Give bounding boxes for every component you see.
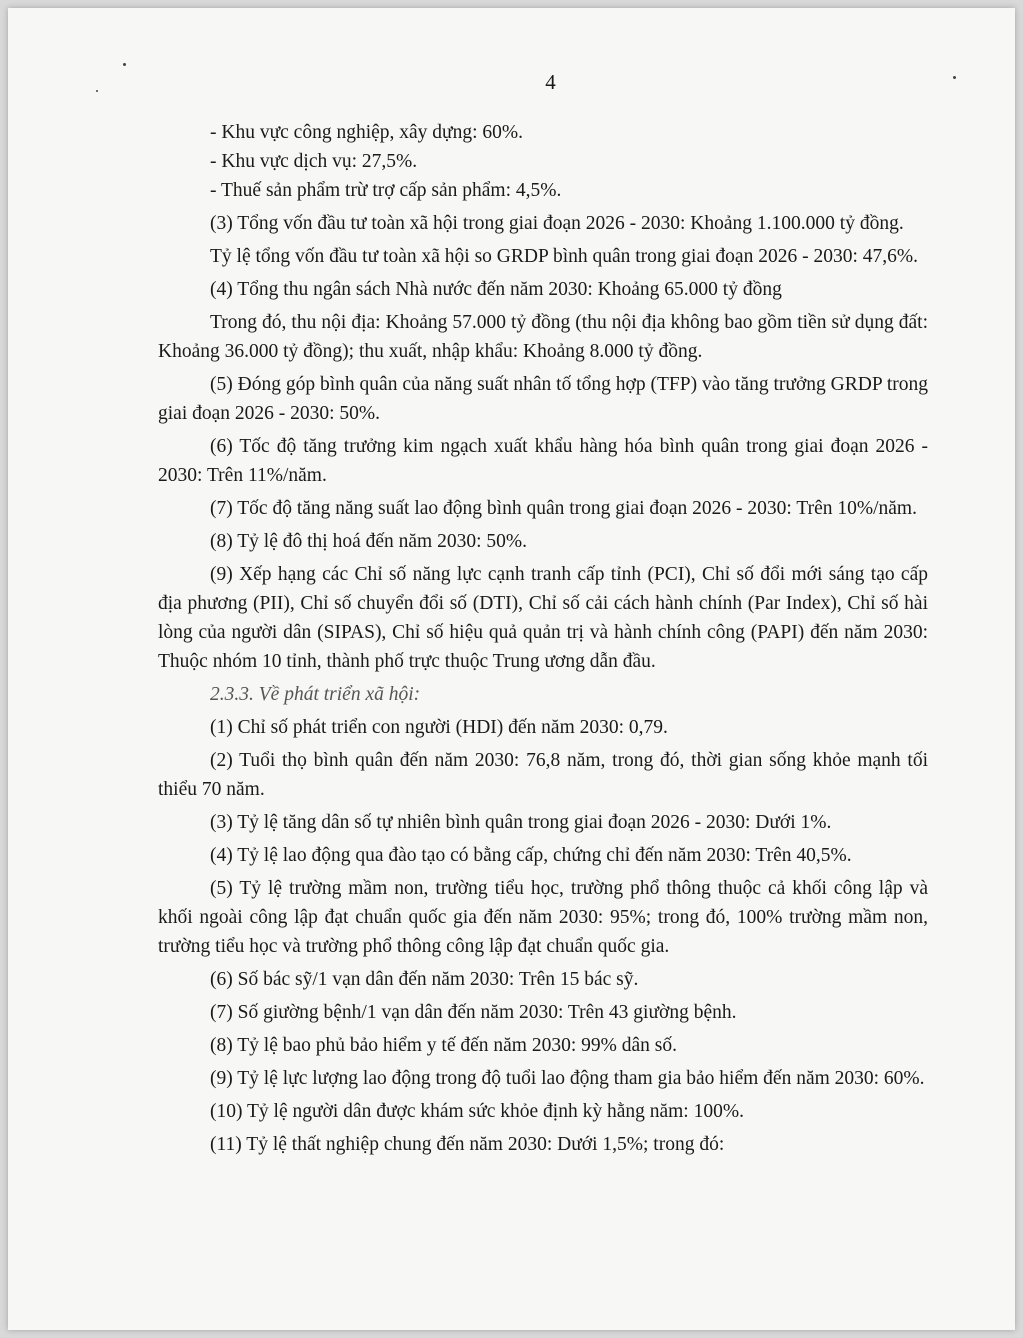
paragraph-state-budget-revenue: (4) Tổng thu ngân sách Nhà nước đến năm 2030: Khoảng 65.000 tỷ đồng — [210, 279, 782, 300]
page-number: 4 — [545, 70, 556, 94]
paragraph-urbanization-rate: (8) Tỷ lệ đô thị hoá đến năm 2030: 50%. — [210, 531, 527, 552]
paragraph-services-share: - Khu vực dịch vụ: 27,5%. — [210, 151, 418, 172]
paragraph-hospital-beds: (7) Số giường bệnh/1 vạn dân đến năm 2030: Trên 43 giường bệnh. — [210, 1002, 737, 1023]
paragraph-social-insurance: (9) Tỷ lệ lực lượng lao động trong độ tuổi lao động tham gia bảo hiểm đến năm 2030: 60%. — [210, 1068, 925, 1089]
paragraph-investment-ratio: Tỷ lệ tổng vốn đầu tư toàn xã hội so GRDP bình quân trong giai đoạn 2026 - 2030: 47,6%. — [210, 246, 918, 267]
paragraph-industry-share: - Khu vực công nghiệp, xây dựng: 60%. — [210, 122, 524, 143]
paragraph-health-checkups: (10) Tỷ lệ người dân được khám sức khỏe định kỳ hằng năm: 100%. — [210, 1101, 744, 1122]
paragraph-population-growth: (3) Tỷ lệ tăng dân số tự nhiên bình quân trong giai đoạn 2026 - 2030: Dưới 1%. — [210, 812, 832, 833]
paragraph-school-standards: (5) Tỷ lệ trường mầm non, trường tiểu học, trường phổ thông thuộc cả khối công lập và khối ngoài công lập đạt chuẩn quốc gia đến năm 2030: 95%; trong đó, 100% trường mầm non, trường tiểu học và trường phổ thông công lập đạt chuẩn quốc gia. — [158, 878, 928, 957]
paragraph-life-expectancy: (2) Tuổi thọ bình quân đến năm 2030: 76,8 năm, trong đó, thời gian sống khỏe mạnh tối thiểu 70 năm. — [158, 750, 928, 800]
document-page — [8, 8, 1015, 1330]
section-heading-social-development: 2.3.3. Về phát triển xã hội: — [210, 684, 421, 705]
paragraph-health-insurance: (8) Tỷ lệ bao phủ bảo hiểm y tế đến năm 2030: 99% dân số. — [210, 1035, 678, 1056]
paragraph-total-investment: (3) Tổng vốn đầu tư toàn xã hội trong giai đoạn 2026 - 2030: Khoảng 1.100.000 tỷ đồng. — [210, 213, 904, 234]
paragraph-index-rankings: (9) Xếp hạng các Chỉ số năng lực cạnh tranh cấp tỉnh (PCI), Chỉ số đổi mới sáng tạo cấp địa phương (PII), Chỉ số chuyển đổi số (DTI), Chỉ số cải cách hành chính (Par Index), Chỉ số hài lòng của người dân (SIPAS), Chỉ số hiệu quả quản trị và hành chính công (PAPI) đến năm 2030: Thuộc nhóm 10 tỉnh, thành phố trực thuộc Trung ương dẫn đầu. — [158, 564, 928, 672]
paragraph-doctors-ratio: (6) Số bác sỹ/1 vạn dân đến năm 2030: Trên 15 bác sỹ. — [210, 969, 639, 990]
paragraph-trained-labor: (4) Tỷ lệ lao động qua đào tạo có bằng cấp, chứng chỉ đến năm 2030: Trên 40,5%. — [210, 845, 852, 866]
paragraph-domestic-revenue: Trong đó, thu nội địa: Khoảng 57.000 tỷ đồng (thu nội địa không bao gồm tiền sử dụng đất: Khoảng 36.000 tỷ đồng); thu xuất, nhập khẩu: Khoảng 8.000 tỷ đồng. — [158, 312, 928, 362]
paragraph-hdi: (1) Chỉ số phát triển con người (HDI) đến năm 2030: 0,79. — [210, 717, 668, 738]
paragraph-product-tax-share: - Thuế sản phẩm trừ trợ cấp sản phẩm: 4,5%. — [210, 180, 562, 201]
paragraph-unemployment-rate: (11) Tỷ lệ thất nghiệp chung đến năm 2030: Dưới 1,5%; trong đó: — [210, 1134, 725, 1155]
paragraph-tfp-contribution: (5) Đóng góp bình quân của năng suất nhân tố tổng hợp (TFP) vào tăng trưởng GRDP trong giai đoạn 2026 - 2030: 50%. — [158, 374, 928, 424]
document-body — [158, 118, 928, 1163]
scan-speck — [123, 63, 126, 66]
paragraph-labor-productivity: (7) Tốc độ tăng năng suất lao động bình quân trong giai đoạn 2026 - 2030: Trên 10%/năm. — [210, 498, 917, 519]
paragraph-export-growth: (6) Tốc độ tăng trưởng kim ngạch xuất khẩu hàng hóa bình quân trong giai đoạn 2026 - 2030: Trên 11%/năm. — [158, 436, 928, 486]
